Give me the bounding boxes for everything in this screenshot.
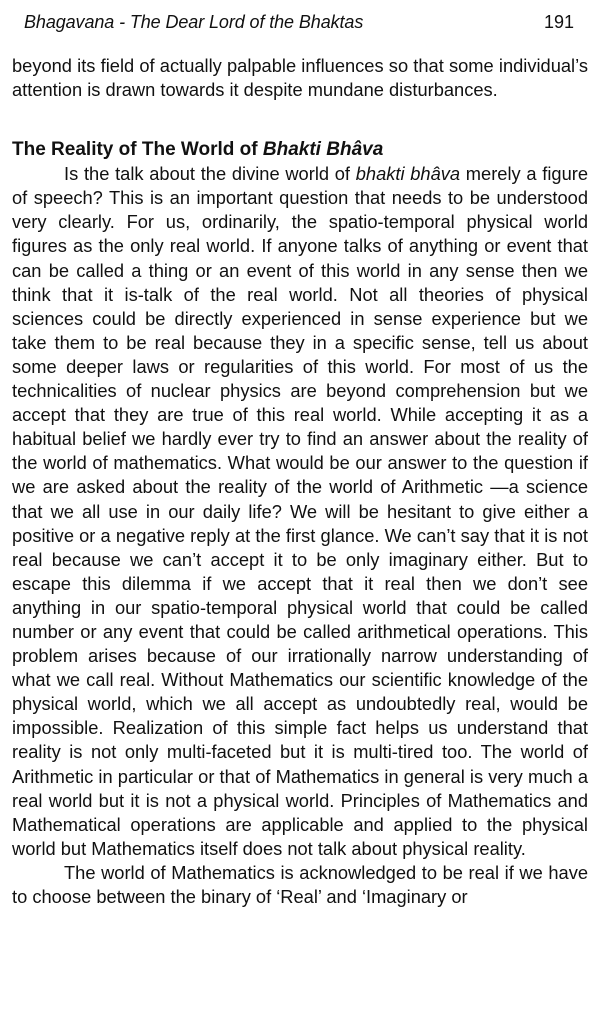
continuation-paragraph: beyond its field of actually palpable influences so that some individual’s attention is drawn towards it despite mundane disturbances.	[12, 55, 588, 101]
paragraph-1	[12, 162, 588, 861]
section-heading-text: The Reality of The World of	[12, 139, 263, 161]
paragraph-1-rest: merely a figure of speech? This is an important question that needs to be understood very clearly. For us, ordinarily, the spatio-temporal physical world figures as the only real world. If anyone talks of anything or event that can be called a thing or an event of this world in any sense then we think that it is-talk of the real world. Not all theories of physical sciences could be directly experienced in sense experience but we take them to be real because they in a specific sense, tell us about some deeper laws or regularities of this world. For most of us the technicalities of nuclear physics are beyond comprehension but we accept that they are true of this real world. While accepting it as a habitual belief we hardly ever try to find an answer about the reality of the world of mathematics. What would be our answer to the question if we are asked about the reality of the world of Arithmetic —a science that we all use in our daily life? We will be hesitant to give either a positive or a negative reply at the first glance. We can’t say that it is not real because we can’t accept it to be only imaginary either. But to escape this dilemma if we accept that it real then we don’t see anything in our spatio-temporal physical world that could be called number or any event that could be called arithmetical operations. This problem arises because of our irrationally narrow understanding of what we call real. Without Mathematics our scientific knowledge of the physical world, which we all accept as undoubtedly real, would be impossible. Realization of this simple fact helps us understand that reality is not only multi-faceted but it is multi-tired too. The world of Arithmetic in particular or that of Mathematics in general is very much a real world but it is not a physical world. Principles of Mathematics and Mathematical operations are applicable and applied to the physical world but Mathematics itself does not talk about physical reality.	[12, 163, 589, 859]
section-heading	[12, 138, 588, 162]
paragraph-1-start: Is the talk about the divine world of	[64, 163, 356, 185]
section-heading-italic: Bhakti Bhâva	[262, 139, 384, 161]
running-header	[12, 0, 588, 40]
page-number: 191	[543, 12, 574, 32]
running-title: Bhagavana - The Dear Lord of the Bhaktas	[24, 12, 364, 32]
paragraph-2: The world of Mathematics is acknowledged to be real if we have to choose between the binary of ‘Real’ and ‘Imaginary or	[12, 861, 588, 907]
paragraph-1-italic-term: bhakti bhâva	[355, 163, 461, 185]
